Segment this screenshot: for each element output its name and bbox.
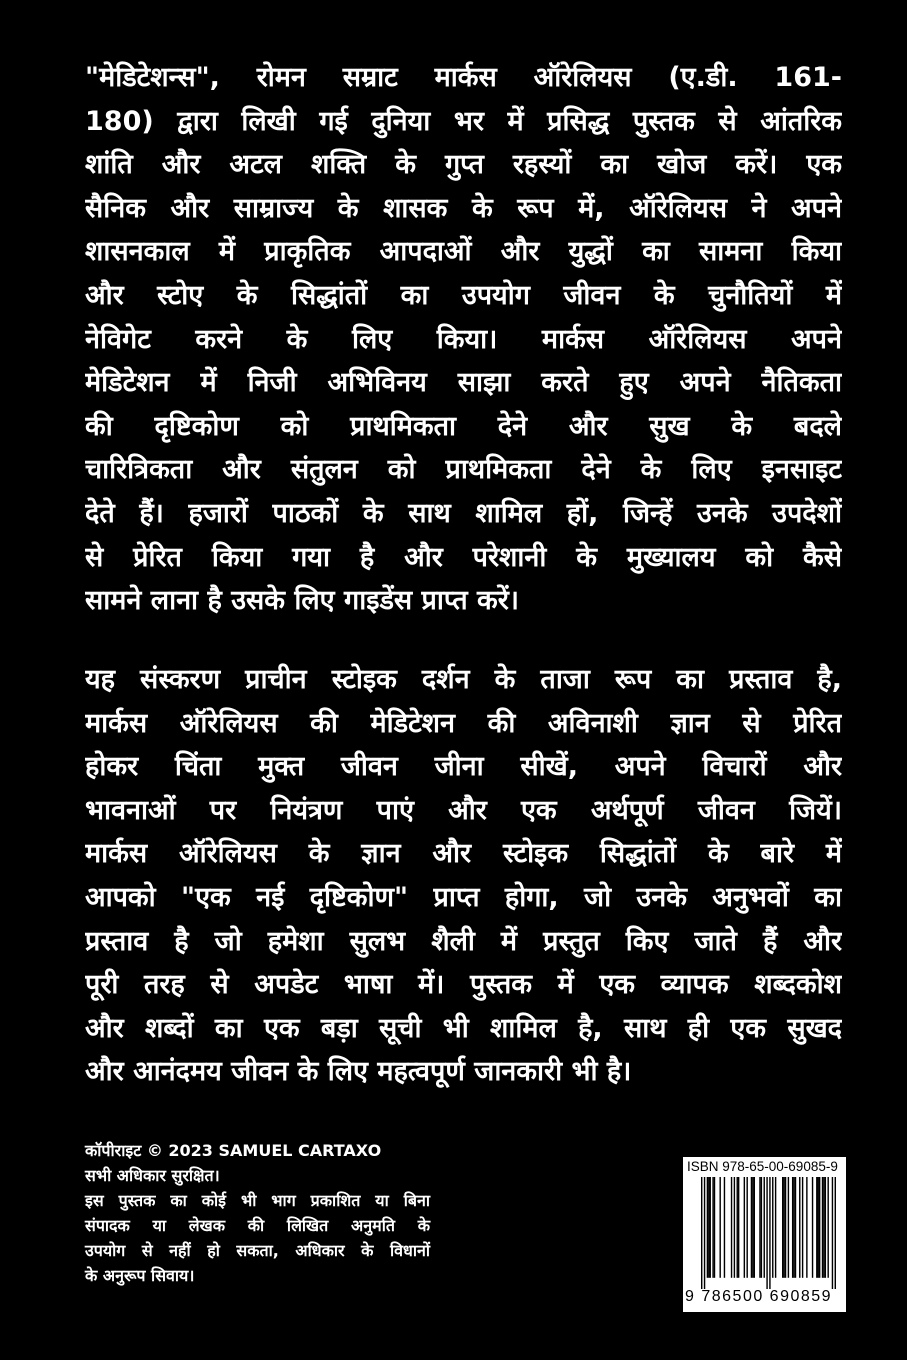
paragraph1-line: की दृष्टिकोण को प्राथमिकता देने और सुख के बदले	[85, 410, 842, 442]
paragraph2-line: भावनाओं पर नियंत्रण पाएं और एक अर्थपूर्ण जीवन जियें।	[85, 794, 842, 826]
barcode-bar	[734, 1177, 735, 1278]
barcode-bar	[806, 1177, 807, 1278]
description-paragraph-1	[85, 56, 842, 623]
barcode-bar	[823, 1177, 824, 1278]
barcode-bar	[764, 1177, 765, 1278]
barcode-bar	[712, 1177, 713, 1278]
barcode-bar	[799, 1177, 800, 1278]
paragraph2-line: पूरी तरह से अपडेट भाषा में। पुस्तक में एक व्यापक शब्दकोश	[85, 969, 842, 1001]
paragraph1-line: मेडिटेशन में निजी अभिविनय साझा करते हुए अपने नैतिकता	[85, 367, 842, 399]
barcode-bar	[825, 1177, 826, 1278]
barcode-bar	[785, 1177, 786, 1278]
barcode-bar	[832, 1177, 833, 1289]
copyright-notice	[85, 1138, 430, 1288]
paragraph1-line: चारित्रिकता और संतुलन को प्राथमिकता देने के लिए इनसाइट	[85, 454, 842, 486]
paragraph1-line: सामने लाना है उसके लिए गाइडेंस प्राप्त करें।	[85, 585, 520, 617]
barcode-bar	[783, 1177, 784, 1278]
paragraph1-line: सैनिक और साम्राज्य के शासक के रूप में, ऑरेलियस ने अपने	[85, 192, 842, 224]
copyright-line: उपयोग से नहीं हो सकता, अधिकार के विधानों	[85, 1241, 430, 1260]
isbn-label: ISBN 978-65-00-69085-9	[687, 1159, 838, 1174]
barcode-bar	[761, 1177, 762, 1278]
barcode-bar	[744, 1177, 745, 1278]
paragraph2-line: आपको "एक नई दृष्टिकोण" प्राप्त होगा, जो उनके अनुभवों का	[85, 881, 842, 913]
copyright-line: संपादक या लेखक की लिखित अनुमति के	[85, 1216, 430, 1235]
barcode-bar	[752, 1177, 753, 1278]
barcode-bar	[731, 1177, 732, 1278]
paragraph1-line: "मेडिटेशन्स", रोमन सम्राट मार्कस ऑरेलियस (ए.डी. 161-	[85, 62, 842, 93]
barcode-bar	[795, 1177, 796, 1278]
barcode-bar	[793, 1177, 794, 1278]
copyright-line: कॉपीराइट © 2023 SAMUEL CARTAXO	[85, 1141, 382, 1160]
barcode-bar	[754, 1177, 755, 1278]
paragraph1-line: शासनकाल में प्राकृतिक आपदाओं और युद्धों का सामना किया	[85, 236, 842, 268]
barcode-bar	[751, 1177, 752, 1278]
paragraph1-line: नेविगेट करने के लिए किया। मार्कस ऑरेलियस अपने	[85, 323, 842, 355]
paragraph1-line: 180) द्वारा लिखी गई दुनिया भर में प्रसिद्ध पुस्तक से आंतरिक	[85, 105, 842, 137]
barcode-bar	[707, 1177, 708, 1278]
copyright-line: सभी अधिकार सुरक्षित।	[85, 1166, 220, 1185]
barcode-bar	[737, 1177, 738, 1278]
barcode-bar	[746, 1177, 747, 1278]
paragraph1-line: देते हैं। हजारों पाठकों के साथ शामिल हों, जिन्हें उनके उपदेशों	[85, 497, 842, 529]
barcode-bar	[835, 1177, 836, 1289]
barcode-bar	[710, 1177, 711, 1278]
barcode-bar	[708, 1177, 709, 1278]
barcode-bar	[782, 1177, 783, 1278]
barcode-bar	[802, 1177, 803, 1278]
barcode-bar	[775, 1177, 776, 1278]
paragraph2-line: मार्कस ऑरेलियस के ज्ञान और स्टोइक सिद्धांतों के बारे में	[85, 838, 842, 870]
paragraph2-line: और शब्दों का एक बड़ा सूची भी शामिल है, साथ ही एक सुखद	[85, 1012, 842, 1044]
paragraph1-line: से प्रेरित किया गया है और परेशानी के मुख्यालय को कैसे	[85, 541, 842, 573]
barcode-bar	[704, 1177, 705, 1289]
barcode-bar	[816, 1177, 817, 1278]
barcode-digits: 9 786500 690859	[685, 1288, 833, 1305]
barcode-bar	[792, 1177, 793, 1278]
barcode-bar	[766, 1177, 767, 1289]
barcode-bar	[788, 1177, 789, 1278]
barcode-bar	[719, 1177, 720, 1278]
paragraph1-line: और स्टोए के सिद्धांतों का उपयोग जीवन के चुनौतियों में	[85, 279, 842, 311]
barcode-bar	[827, 1177, 828, 1278]
barcode-bar	[738, 1177, 739, 1278]
paragraph2-line: यह संस्करण प्राचीन स्टोइक दर्शन के ताजा रूप का प्रस्ताव है,	[85, 664, 842, 695]
barcode-bar	[818, 1177, 819, 1278]
copyright-line: के अनुरूप सिवाय।	[85, 1266, 195, 1285]
barcode-bars	[701, 1177, 836, 1289]
paragraph2-line: होकर चिंता मुक्त जीवन जीना सीखें, अपने विचारों और	[85, 751, 842, 783]
barcode-bar	[769, 1177, 770, 1289]
barcode-bar	[714, 1177, 715, 1278]
barcode-bar	[759, 1177, 760, 1278]
barcode-bar	[772, 1177, 773, 1278]
paragraph2-line: और आनंदमय जीवन के लिए महत्वपूर्ण जानकारी भी है।	[85, 1056, 632, 1088]
paragraph1-line: शांति और अटल शक्ति के गुप्त रहस्यों का खोज करें। एक	[85, 149, 842, 181]
paragraph2-line: मार्कस ऑरेलियस की मेडिटेशन की अविनाशी ज्ञान से प्रेरित	[85, 707, 842, 739]
barcode-bar	[819, 1177, 820, 1278]
isbn-barcode	[683, 1157, 846, 1312]
barcode-bar	[822, 1177, 823, 1278]
copyright-line: इस पुस्तक का कोई भी भाग प्रकाशित या बिना	[85, 1191, 430, 1210]
barcode-bar	[724, 1177, 725, 1278]
description-paragraph-2	[85, 658, 842, 1094]
barcode-bar	[812, 1177, 813, 1278]
paragraph2-line: प्रस्ताव है जो हमेशा सुलभ शैली में प्रस्तुत किए जाते हैं और	[85, 925, 842, 957]
barcode-bar	[701, 1177, 702, 1289]
